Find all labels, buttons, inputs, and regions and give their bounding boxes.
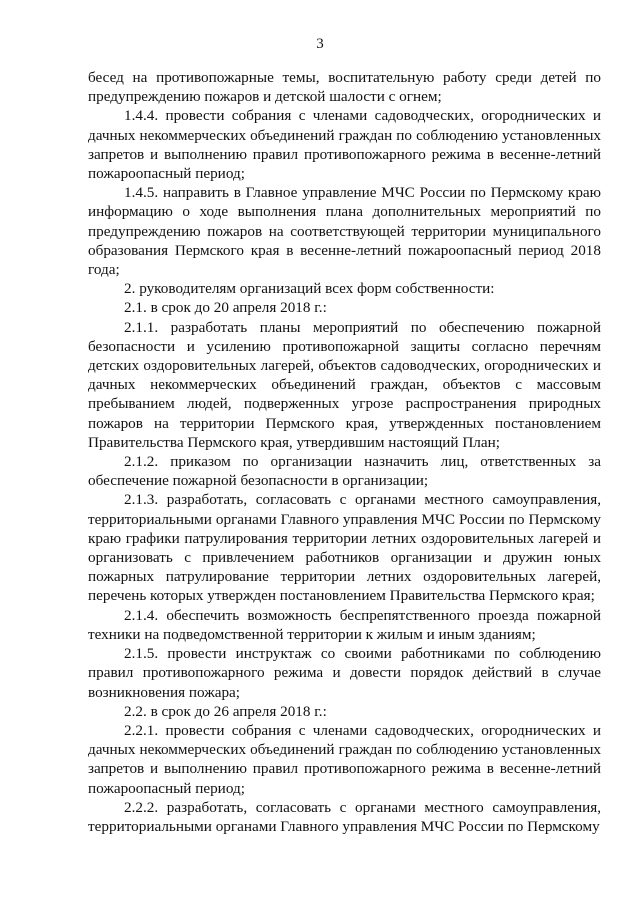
- paragraph-2-1-5: 2.1.5. провести инструктаж со своими работниками по соблюдению правил противопожарного режима и довести порядок действий в случае возникновения пожара;: [88, 645, 601, 701]
- paragraph-2-2: 2.2. в срок до 26 апреля 2018 г.:: [124, 702, 327, 720]
- paragraph-continuation: бесед на противопожарные темы, воспитательную работу среди детей по предупреждению пожаров и детской шалости с огнем;: [88, 69, 601, 106]
- paragraph-1-4-4: 1.4.4. провести собрания с членами садоводческих, огороднических и дачных некоммерческих объединений граждан по соблюдению установленных запретов и выполнению правил противопожарного режима в весенне-летний пожароопасный период;: [88, 107, 601, 183]
- paragraph-2-1-2: 2.1.2. приказом по организации назначить лиц, ответственных за обеспечение пожарной безопасности в организации;: [88, 453, 601, 490]
- paragraph-2-1-4: 2.1.4. обеспечить возможность беспрепятственного проезда пожарной техники на подведомственной территории к жилым и иным зданиям;: [88, 606, 601, 643]
- document-body: [88, 68, 601, 836]
- paragraph-2-2-1: 2.2.1. провести собрания с членами садоводческих, огороднических и дачных некоммерческих объединений граждан по соблюдению установленных запретов и выполнению правил противопожарного режима в весенне-летний пожароопасный период;: [88, 721, 601, 797]
- paragraph-2-1-1: 2.1.1. разработать планы мероприятий по обеспечению пожарной безопасности и усилению противопожарной защиты согласно перечням детских оздоровительных лагерей, объектов садоводческих, огороднических и дачных некоммерческих объединений граждан, объектов с массовым пребыванием людей, подверженных угрозе распространения природных пожаров на территории Пермского края, утвержденных постановлением Правительства Пермского края, утвердившим настоящий План;: [88, 318, 601, 451]
- paragraph-1-4-5: 1.4.5. направить в Главное управление МЧС России по Пермскому краю информацию о ходе выполнения плана дополнительных мероприятий по предупреждению пожаров на соответствующей территории муниципального образования Пермского края в весенне-летний пожароопасный период 2018 года;: [88, 184, 601, 279]
- paragraph-2-2-2: 2.2.2. разработать, согласовать с органами местного самоуправления, территориальными органами Главного управления МЧС России по Пермскому: [88, 798, 601, 835]
- paragraph-2: 2. руководителям организаций всех форм собственности:: [124, 280, 495, 298]
- page-number: 3: [316, 36, 324, 52]
- paragraph-2-1: 2.1. в срок до 20 апреля 2018 г.:: [124, 299, 327, 317]
- paragraph-2-1-3: 2.1.3. разработать, согласовать с органами местного самоуправления, территориальными органами Главного управления МЧС России по Пермскому краю графики патрулирования территории летних оздоровительных лагерей и организовать с привлечением работников организации и дружин юных пожарных патрулирование территории летних оздоровительных лагерей, перечень которых утвержден постановлением Правительства Пермского края;: [88, 491, 601, 605]
